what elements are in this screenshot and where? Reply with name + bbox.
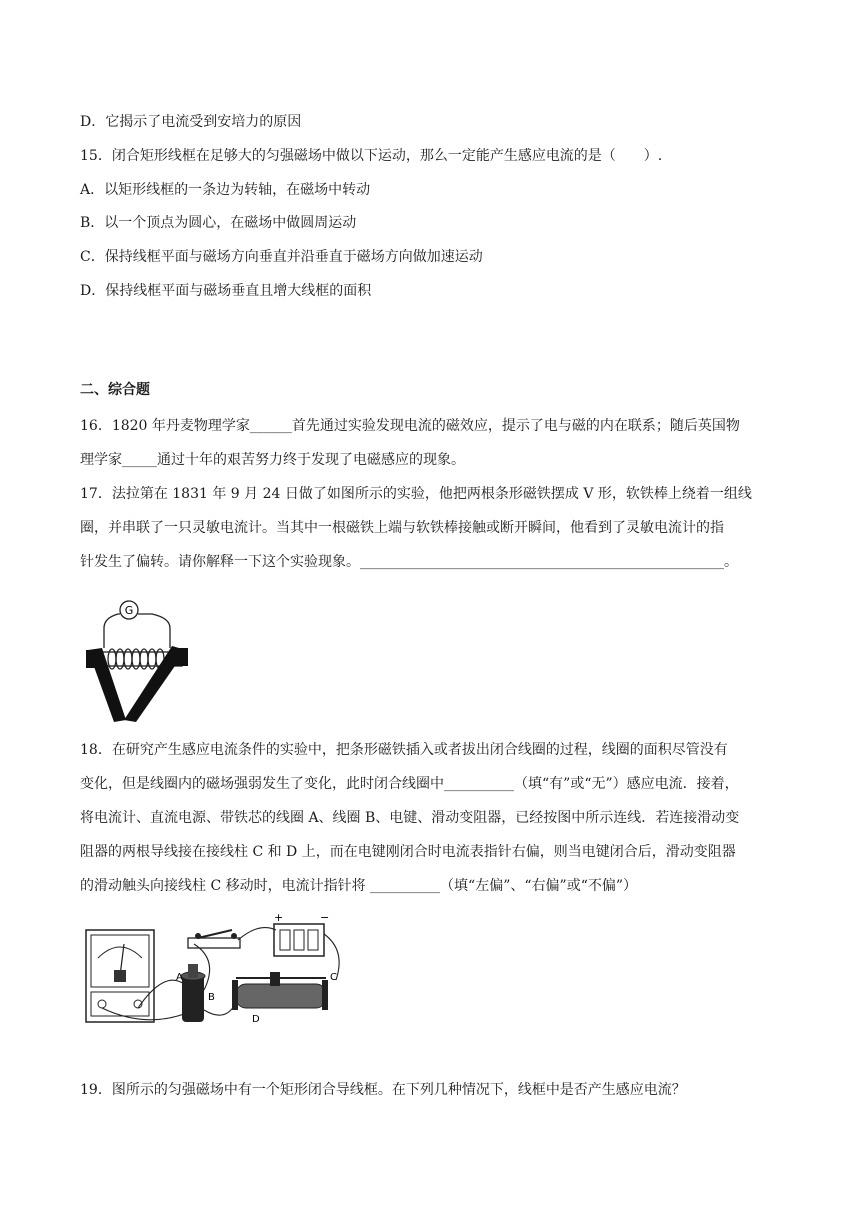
galvanometer-meter: [86, 930, 154, 1022]
q19-stem: 19．图所示的匀强磁场中有一个矩形闭合导线框。在下列几种情况下，线框中是否产生感应电流？: [80, 1082, 686, 1098]
battery-plus-label: +: [274, 911, 284, 924]
q14-option-d: D．它揭示了电流受到安培力的原因: [80, 114, 302, 130]
galvanometer-label: G: [124, 604, 134, 617]
induction-apparatus-figure: [84, 910, 356, 1030]
q15-stem: 15．闭合矩形线框在足够大的匀强磁场中做以下运动，那么一定能产生感应电流的是（ ）.: [80, 148, 663, 164]
terminal-c-label: C: [330, 972, 337, 983]
q18-line3: 将电流计、直流电源、带铁芯的线圈 A、线圈 B、电键、滑动变阻器，已经按图中所示连线．若连接滑动变: [80, 810, 740, 826]
q17-line3: 针发生了偏转。请你解释一下这个实验现象。____________________________________________________。: [80, 554, 738, 570]
terminal-d-label: D: [252, 1014, 260, 1025]
q17-line2: 圈，并串联了一只灵敏电流计。当其中一根磁铁上端与软铁棒接触或断开瞬间，他看到了灵敏电流计的指: [80, 520, 724, 536]
q15-option-a: A．以矩形线框的一条边为转轴，在磁场中转动: [80, 182, 371, 198]
battery: [274, 911, 329, 956]
rheostat: [232, 972, 337, 1025]
battery-minus-label: −: [320, 911, 330, 924]
q16-line2: 理学家_____通过十年的艰苦努力终于发现了电磁感应的现象。: [80, 452, 465, 468]
coil-b-label: B: [208, 992, 215, 1003]
q17-line1: 17．法拉第在 1831 年 9 月 24 日做了如图所示的实验，他把两根条形磁铁摆成 V 形，软铁棒上绕着一组线: [80, 486, 752, 502]
q18-line4: 阻器的两根导线接在接线柱 C 和 D 上，而在电键刚闭合时电流表指针右偏，则当电键闭合后，滑动变阻器: [80, 844, 736, 860]
q18-line5: 的滑动触头向接线柱 C 移动时，电流计指针将 __________（填“左偏”、“右偏”或“不偏”）: [80, 878, 638, 894]
q15-option-d: D．保持线框平面与磁场垂直且增大线框的面积: [80, 283, 372, 299]
section-title: 二、综合题: [80, 382, 150, 398]
q18-line2: 变化，但是线圈内的磁场强弱发生了变化，此时闭合线圈中__________（填“有”或“无”）感应电流．接着，: [80, 776, 739, 792]
faraday-v-magnet-figure: [82, 588, 194, 724]
q16-line1: 16．1820 年丹麦物理学家______首先通过实验发现电流的磁效应，提示了电与磁的内在联系；随后英国物: [80, 418, 740, 434]
coil-a-label: A: [176, 972, 183, 983]
q18-line1: 18．在研究产生感应电流条件的实验中，把条形磁铁插入或者拔出闭合线圈的过程，线圈的面积尽管没有: [80, 742, 728, 758]
q15-option-b: B．以一个顶点为圆心，在磁场中做圆周运动: [80, 215, 357, 231]
q15-option-c: C．保持线框平面与磁场方向垂直并沿垂直于磁场方向做加速运动: [80, 249, 483, 265]
